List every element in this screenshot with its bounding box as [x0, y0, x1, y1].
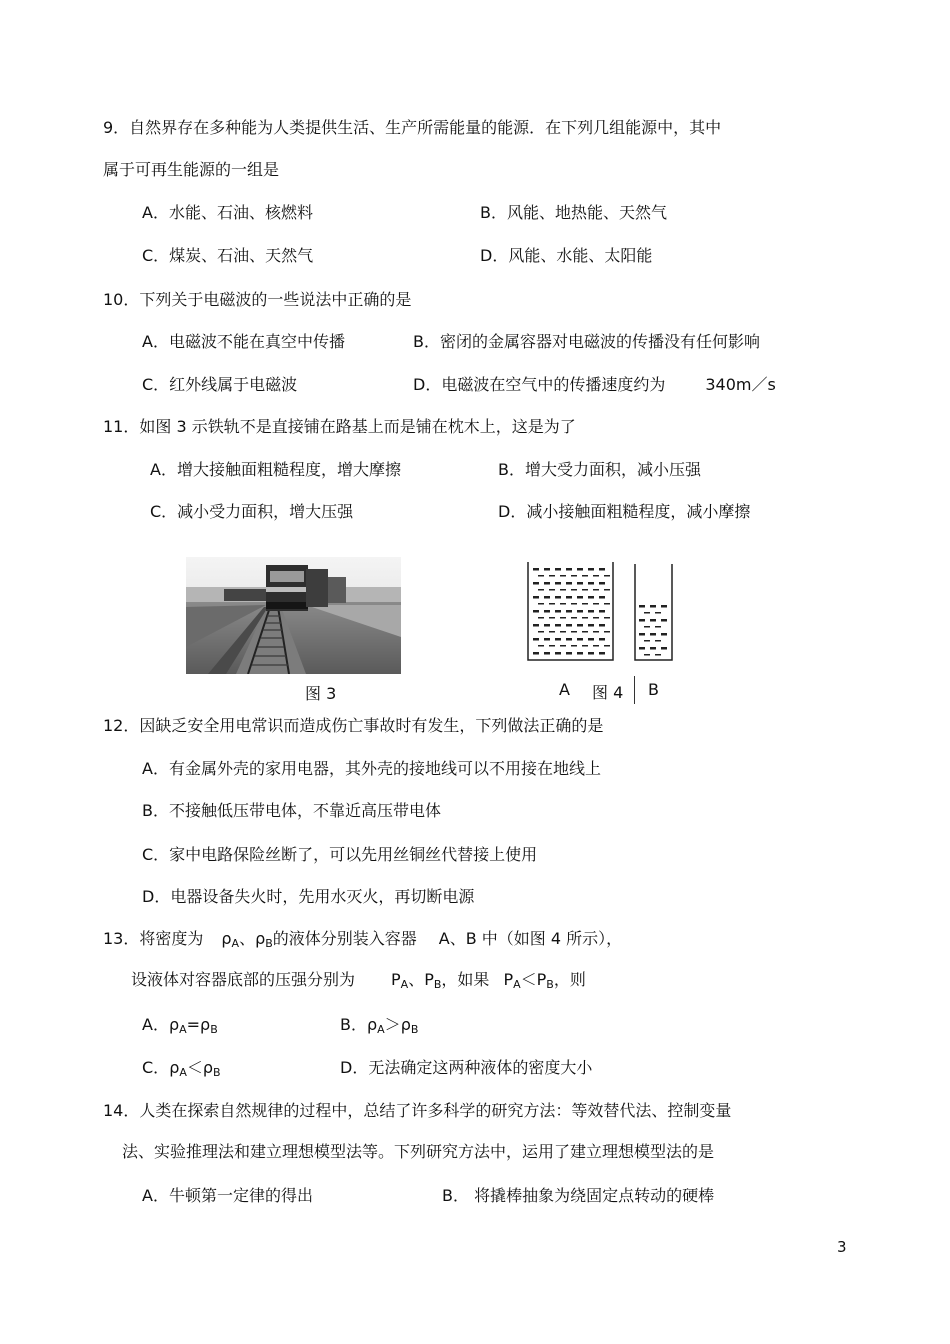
q12-option-a: A．有金属外壳的家用电器，其外壳的接地线可以不用接在地线上: [142, 759, 601, 778]
q9-option-c: C．煤炭、石油、天然气: [142, 246, 314, 265]
liquid-dash: [544, 596, 550, 599]
liquid-dash: [639, 619, 645, 622]
liquid-dash: [577, 652, 583, 655]
liquid-dash: [650, 647, 656, 650]
liquid-dash: [538, 617, 544, 619]
q10-option-c: C．红外线属于电磁波: [142, 375, 298, 394]
q11-option-d: D．减小接触面粗糙程度，减小摩擦: [498, 502, 751, 521]
liquid-dash: [582, 603, 588, 605]
liquid-dash: [582, 575, 588, 577]
liquid-dash: [571, 603, 577, 605]
liquid-dash: [549, 617, 555, 619]
q9-stem-line2: 属于可再生能源的一组是: [103, 160, 280, 179]
q11-option-a: A．增大接触面粗糙程度，增大摩擦: [150, 460, 401, 479]
liquid-dash: [549, 575, 555, 577]
liquid-dash: [599, 624, 605, 627]
liquid-dash: [566, 652, 572, 655]
liquid-dash: [593, 603, 599, 605]
q14-option-a: A．牛顿第一定律的得出: [142, 1186, 313, 1205]
liquid-dash: [604, 603, 610, 605]
liquid-dash: [549, 589, 555, 591]
liquid-dash: [555, 610, 561, 613]
liquid-dash: [571, 589, 577, 591]
liquid-dash: [599, 610, 605, 613]
liquid-dash: [538, 589, 544, 591]
q9-option-d: D．风能、水能、太阳能: [480, 246, 653, 265]
liquid-dash: [560, 631, 566, 633]
liquid-dash: [577, 582, 583, 585]
liquid-dash: [577, 610, 583, 613]
liquid-dash: [599, 652, 605, 655]
q12-option-d: D．电器设备失火时，先用水灭火，再切断电源: [142, 887, 475, 906]
liquid-dash: [593, 631, 599, 633]
q11-stem: 11．如图 3 示铁轨不是直接铺在路基上而是铺在枕木上，这是为了: [103, 417, 576, 436]
liquid-dash: [571, 631, 577, 633]
liquid-dash: [661, 619, 667, 622]
q11-option-c: C．减小受力面积，增大压强: [150, 502, 354, 521]
liquid-dash: [644, 612, 650, 614]
liquid-dash: [560, 575, 566, 577]
liquid-dash: [604, 631, 610, 633]
liquid-dash: [571, 617, 577, 619]
liquid-dash: [644, 626, 650, 628]
page-number: 3: [837, 1238, 847, 1256]
liquid-dash: [549, 603, 555, 605]
liquid-dash: [560, 589, 566, 591]
liquid-dash: [599, 582, 605, 585]
q10-stem: 10．下列关于电磁波的一些说法中正确的是: [103, 290, 412, 309]
liquid-dash: [533, 568, 539, 571]
liquid-dash: [533, 652, 539, 655]
liquid-dash: [544, 582, 550, 585]
liquid-dash: [544, 624, 550, 627]
liquid-dash: [577, 596, 583, 599]
liquid-dash: [577, 624, 583, 627]
liquid-dash: [555, 652, 561, 655]
liquid-dash: [555, 624, 561, 627]
liquid-dash: [588, 610, 594, 613]
liquid-dash: [655, 640, 661, 642]
liquid-dash: [588, 596, 594, 599]
q12-stem: 12．因缺乏安全用电常识而造成伤亡事故时有发生，下列做法正确的是: [103, 716, 604, 735]
q12-option-b: B．不接触低压带电体，不靠近高压带电体: [142, 801, 441, 820]
liquid-dash: [555, 638, 561, 641]
q12-option-c: C．家中电路保险丝断了，可以先用丝铜丝代替接上使用: [142, 845, 538, 864]
liquid-dash: [544, 652, 550, 655]
liquid-dash: [544, 610, 550, 613]
liquid-dash: [593, 575, 599, 577]
liquid-dash: [566, 568, 572, 571]
liquid-dash: [538, 603, 544, 605]
q14-option-b: B． 将撬棒抽象为绕固定点转动的硬棒: [442, 1186, 715, 1205]
liquid-dash: [582, 589, 588, 591]
liquid-dash: [582, 617, 588, 619]
q10-option-d-text: D．电磁波在空气中的传播速度约为: [413, 375, 666, 394]
q10-option-d-value: 340m／s: [705, 375, 776, 394]
liquid-dash: [661, 633, 667, 636]
liquid-dash: [599, 638, 605, 641]
liquid-dash: [588, 568, 594, 571]
liquid-dash: [560, 603, 566, 605]
q9-option-a: A．水能、石油、核燃料: [142, 203, 313, 222]
liquid-dash: [588, 652, 594, 655]
q10-option-d: [413, 375, 776, 395]
liquid-dash: [639, 633, 645, 636]
liquid-dash: [560, 645, 566, 647]
liquid-dash: [655, 654, 661, 656]
q13-option-c: C．$\rho_A<\rho_B$: [142, 1058, 221, 1079]
liquid-dash: [566, 638, 572, 641]
liquid-dash: [538, 645, 544, 647]
q9-stem-line1: 9．自然界存在多种能为人类提供生活、生产所需能量的能源．在下列几组能源中，其中: [103, 118, 722, 137]
liquid-dash: [604, 617, 610, 619]
liquid-dash: [661, 605, 667, 608]
q14-stem-line2: 法、实验推理法和建立理想模型法等。下列研究方法中，运用了建立理想模型法的是: [122, 1142, 715, 1161]
liquid-dash: [544, 568, 550, 571]
liquid-dash: [604, 575, 610, 577]
container-b-label: B: [648, 680, 659, 699]
liquid-dash: [566, 582, 572, 585]
figure-4-caption: 图 4: [592, 683, 624, 702]
liquid-dash: [577, 638, 583, 641]
liquid-dash: [577, 568, 583, 571]
liquid-dash: [588, 624, 594, 627]
liquid-dash: [588, 582, 594, 585]
liquid-dash: [566, 624, 572, 627]
q9-option-b: B．风能、地热能、天然气: [480, 203, 667, 222]
liquid-dash: [549, 645, 555, 647]
liquid-dash: [582, 645, 588, 647]
liquid-dash: [604, 645, 610, 647]
liquid-dash: [650, 605, 656, 608]
liquid-dash: [644, 640, 650, 642]
liquid-dash: [571, 575, 577, 577]
liquid-dash: [644, 654, 650, 656]
liquid-dash: [566, 596, 572, 599]
liquid-dash: [655, 626, 661, 628]
liquid-dash: [533, 610, 539, 613]
liquid-dash: [533, 596, 539, 599]
liquid-dash: [582, 631, 588, 633]
liquid-dash: [560, 617, 566, 619]
liquid-dash: [599, 568, 605, 571]
q10-option-a: A．电磁波不能在真空中传播: [142, 332, 345, 351]
liquid-dash: [650, 619, 656, 622]
liquid-dash: [604, 589, 610, 591]
liquid-dash: [549, 631, 555, 633]
liquid-dash: [555, 582, 561, 585]
liquid-dash: [544, 638, 550, 641]
liquid-dash: [639, 605, 645, 608]
liquid-dash: [538, 575, 544, 577]
q13-stem-line2: 设液体对容器底部的压强分别为 $P_A$、$P_B$，如果 $P_A<P_B$，则: [131, 970, 586, 991]
liquid-dash: [555, 596, 561, 599]
liquid-dash: [650, 633, 656, 636]
container-a-label: A: [559, 680, 570, 699]
liquid-dash: [661, 647, 667, 650]
liquid-dash: [593, 617, 599, 619]
q13-stem-line1: 13．将密度为 $\rho_A$、$\rho_B$的液体分别装入容器 A、B 中（如图 4 所示），: [103, 929, 623, 950]
liquid-containers-diagram: [520, 560, 680, 670]
liquid-dash: [593, 645, 599, 647]
liquid-dash: [533, 582, 539, 585]
liquid-dash: [571, 645, 577, 647]
liquid-dash: [555, 568, 561, 571]
figure-divider: [634, 676, 635, 704]
train-photo: [186, 557, 401, 674]
figure-3-caption: 图 3: [305, 684, 337, 703]
liquid-dash: [593, 589, 599, 591]
liquid-dash: [533, 638, 539, 641]
liquid-dash: [538, 631, 544, 633]
q11-option-b: B．增大受力面积，减小压强: [498, 460, 701, 479]
q13-option-a: A．$\rho_A=\rho_B$: [142, 1015, 218, 1036]
liquid-dash: [599, 596, 605, 599]
liquid-dash: [566, 610, 572, 613]
q13-option-d: D．无法确定这两种液体的密度大小: [340, 1058, 593, 1077]
q10-option-b: B．密闭的金属容器对电磁波的传播没有任何影响: [413, 332, 760, 351]
liquid-dash: [588, 638, 594, 641]
q13-option-b: B．$\rho_A>\rho_B$: [340, 1015, 419, 1036]
liquid-dash: [655, 612, 661, 614]
liquid-dash: [639, 647, 645, 650]
liquid-dash: [533, 624, 539, 627]
q14-stem-line1: 14．人类在探索自然规律的过程中，总结了许多科学的研究方法：等效替代法、控制变量: [103, 1101, 732, 1120]
